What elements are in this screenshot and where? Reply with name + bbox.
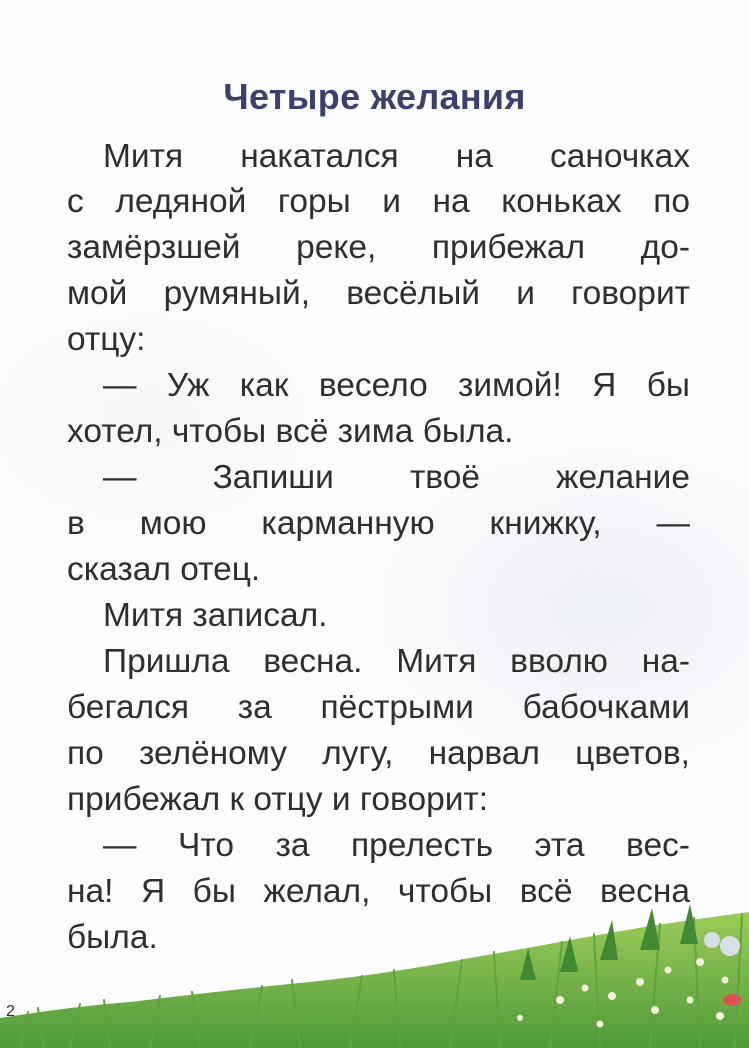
text-line-14: по зелёному лугу, нарвал цветов, (67, 735, 690, 772)
text-line-1: Митя накатался на саночках (103, 138, 690, 175)
text-line-6: — Уж как весело зимой! Я бы (103, 367, 690, 404)
text-line-5: отцу: (67, 321, 146, 358)
text-line-18: была. (67, 919, 158, 956)
text-line-3: замёрзшей реке, прибежал до- (67, 229, 690, 266)
text-line-16: — Что за прелесть эта вес- (103, 827, 690, 864)
text-line-10: сказал отец. (67, 551, 261, 588)
text-line-2: с ледяной горы и на коньках по (67, 183, 690, 220)
text-line-13: бегался за пёстрыми бабочками (67, 689, 690, 726)
text-line-15: прибежал к отцу и говорит: (67, 781, 489, 818)
text-line-4: мой румяный, весёлый и говорит (67, 275, 690, 312)
text-line-8: — Запиши твоё желание (103, 459, 690, 496)
story-title: Четыре желания (223, 76, 526, 117)
text-line-12: Пришла весна. Митя вволю на- (103, 643, 690, 680)
text-line-7: хотел, чтобы всё зима была. (67, 413, 514, 450)
grass-meadow-illustration (0, 900, 749, 1048)
text-line-9: в мою карманную книжку, — (67, 505, 690, 542)
text-line-17: на! Я бы желал, чтобы всё весна (67, 873, 690, 910)
text-line-11: Митя записал. (103, 597, 328, 634)
page-number: 2 (6, 1003, 15, 1020)
